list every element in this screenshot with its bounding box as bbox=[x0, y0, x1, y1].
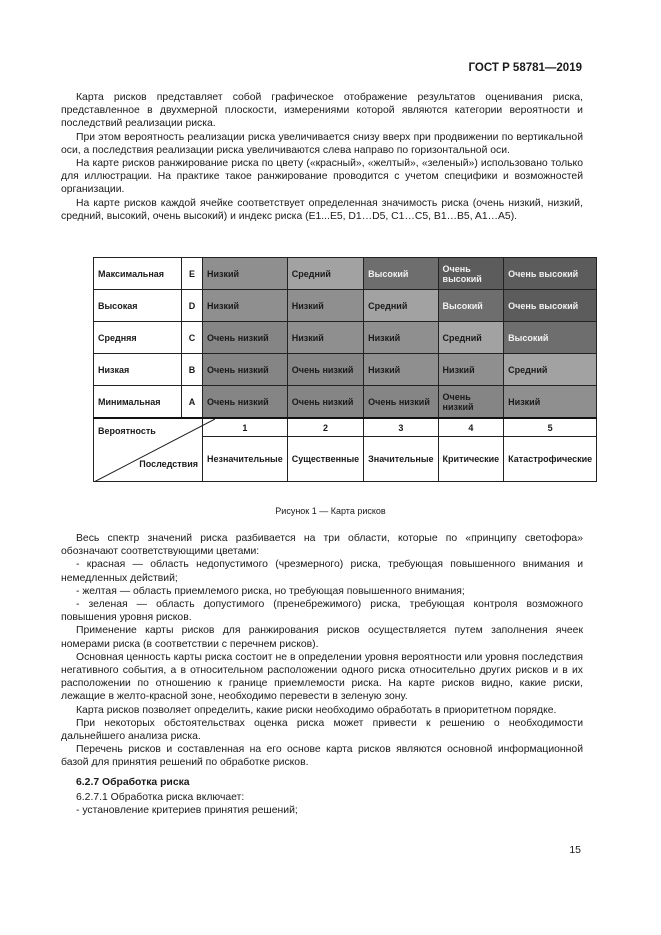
risk-cell: Очень высокий bbox=[438, 258, 504, 290]
risk-cell: Очень высокий bbox=[504, 258, 597, 290]
paragraph: Перечень рисков и составленная на его основе карта рисков являются основной информационной базой для принятия решений по обработке рисков. bbox=[61, 744, 583, 769]
page-number: 15 bbox=[569, 844, 581, 856]
paragraph: Применение карты рисков для ранжирования рисков осуществляется путем заполнения ячеек номерами риска (в соответствии с перечнем рисков). bbox=[61, 625, 583, 650]
risk-cell: Средний bbox=[364, 290, 438, 322]
risk-cell: Очень низкий bbox=[203, 386, 288, 419]
consequence-label: Значительные bbox=[364, 437, 438, 482]
risk-cell: Очень низкий bbox=[287, 386, 363, 419]
consequence-label: Критические bbox=[438, 437, 504, 482]
sub-item: 6.2.7.1 Обработка риска включает: bbox=[76, 791, 245, 803]
consequence-number: 4 bbox=[438, 418, 504, 437]
risk-cell: Средний bbox=[438, 322, 504, 354]
paragraph: На карте рисков каждой ячейке соответствует определенная значимость риска (очень низкий, низкий, средний, высокий, очень высокий) и индекс риска (E1...E5, D1…D5, C1…C5, B1…B5, A1…A5). bbox=[61, 197, 583, 222]
probability-level-letter: D bbox=[182, 290, 203, 322]
consequence-number: 3 bbox=[364, 418, 438, 437]
paragraph: При некоторых обстоятельствах оценка риска может привести к решению о необходимости дальнейшего анализа риска. bbox=[61, 717, 583, 743]
risk-map-table bbox=[93, 257, 597, 482]
paragraph: Основная ценность карты риска состоит не в определении уровня вероятности или уровня последствия негативного события, а в относительном расположении одного риска относительно других рисков и в их расположении по отношению к границе приемлемости риска. На карте рисков видно, какие риски, лежащие в желто-красной зоне, необходимо перевести в зеленую зону. bbox=[61, 651, 583, 703]
risk-cell: Низкий bbox=[504, 386, 597, 419]
consequence-number: 1 bbox=[203, 418, 288, 437]
consequence-label: Катастрофические bbox=[504, 437, 597, 482]
paragraph: При этом вероятность реализации риска увеличивается снизу вверх при продвижении по вертикальной оси, а последствия реализации риска увеличиваются слева направо по горизонтальной оси. bbox=[61, 131, 583, 156]
probability-level-label: Максимальная bbox=[94, 258, 182, 290]
consequence-label: Существенные bbox=[287, 437, 363, 482]
consequence-label: Незначительные bbox=[203, 437, 288, 482]
risk-cell: Очень низкий bbox=[287, 354, 363, 386]
risk-cell: Высокий bbox=[438, 290, 504, 322]
probability-axis-label: Вероятность bbox=[98, 426, 156, 436]
paragraph: Весь спектр значений риска разбивается на три области, которые по «принципу светофора» обозначают соответствующими цветами: bbox=[61, 533, 583, 558]
risk-cell: Низкий bbox=[438, 354, 504, 386]
risk-cell: Низкий bbox=[287, 290, 363, 322]
risk-cell: Средний bbox=[287, 258, 363, 290]
risk-cell: Низкий bbox=[364, 322, 438, 354]
risk-cell: Очень низкий bbox=[438, 386, 504, 419]
risk-cell: Низкий bbox=[203, 290, 288, 322]
probability-level-letter: B bbox=[182, 354, 203, 386]
risk-cell: Высокий bbox=[364, 258, 438, 290]
risk-cell: Низкий bbox=[287, 322, 363, 354]
section-title: 6.2.7 Обработка риска bbox=[76, 776, 190, 788]
paragraph: Карта рисков представляет собой графическое отображение результатов оценивания риска, представленное в двухмерной плоскости, измерениями которой являются категории вероятности и последствий реализации риска. bbox=[61, 92, 583, 130]
consequence-number: 5 bbox=[504, 418, 597, 437]
probability-level-letter: C bbox=[182, 322, 203, 354]
probability-level-label: Низкая bbox=[94, 354, 182, 386]
document-number: ГОСТ Р 58781—2019 bbox=[468, 62, 582, 74]
risk-cell: Средний bbox=[504, 354, 597, 386]
risk-cell: Очень низкий bbox=[364, 386, 438, 419]
paragraph: На карте рисков ранжирование риска по цвету («красный», «желтый», «зеленый») использовано только для иллюстрации. На практике такое ранжирование проводится с учетом специфики и возможностей организации. bbox=[61, 158, 583, 196]
risk-cell: Низкий bbox=[203, 258, 288, 290]
probability-level-label: Высокая bbox=[94, 290, 182, 322]
list-item: - красная — область недопустимого (чрезмерного) риска, требующая повышенного внимания и немедленных действий; bbox=[61, 559, 583, 584]
consequences-axis-label: Последствия bbox=[139, 459, 198, 469]
risk-cell: Низкий bbox=[364, 354, 438, 386]
risk-cell: Очень низкий bbox=[203, 354, 288, 386]
intro-text bbox=[61, 91, 583, 223]
probability-level-letter: E bbox=[182, 258, 203, 290]
paragraph: Карта рисков позволяет определить, какие риски необходимо обработать в приоритетном порядке. bbox=[76, 704, 557, 716]
body-text bbox=[61, 532, 583, 817]
list-item: - установление критериев принятия решений; bbox=[76, 805, 298, 817]
figure-caption: Рисунок 1 — Карта рисков bbox=[275, 506, 386, 516]
consequence-number: 2 bbox=[287, 418, 363, 437]
list-item: - зеленая — область допустимого (пренебрежимого) риска, требующая контроля возможного повышения уровня рисков. bbox=[61, 599, 583, 624]
risk-cell: Высокий bbox=[504, 322, 597, 354]
probability-level-letter: A bbox=[182, 386, 203, 419]
axis-corner bbox=[94, 418, 203, 482]
list-item: - желтая — область приемлемого риска, но требующая повышенного внимания; bbox=[76, 585, 465, 597]
risk-cell: Очень высокий bbox=[504, 290, 597, 322]
risk-cell: Очень низкий bbox=[203, 322, 288, 354]
probability-level-label: Средняя bbox=[94, 322, 182, 354]
probability-level-label: Минимальная bbox=[94, 386, 182, 419]
